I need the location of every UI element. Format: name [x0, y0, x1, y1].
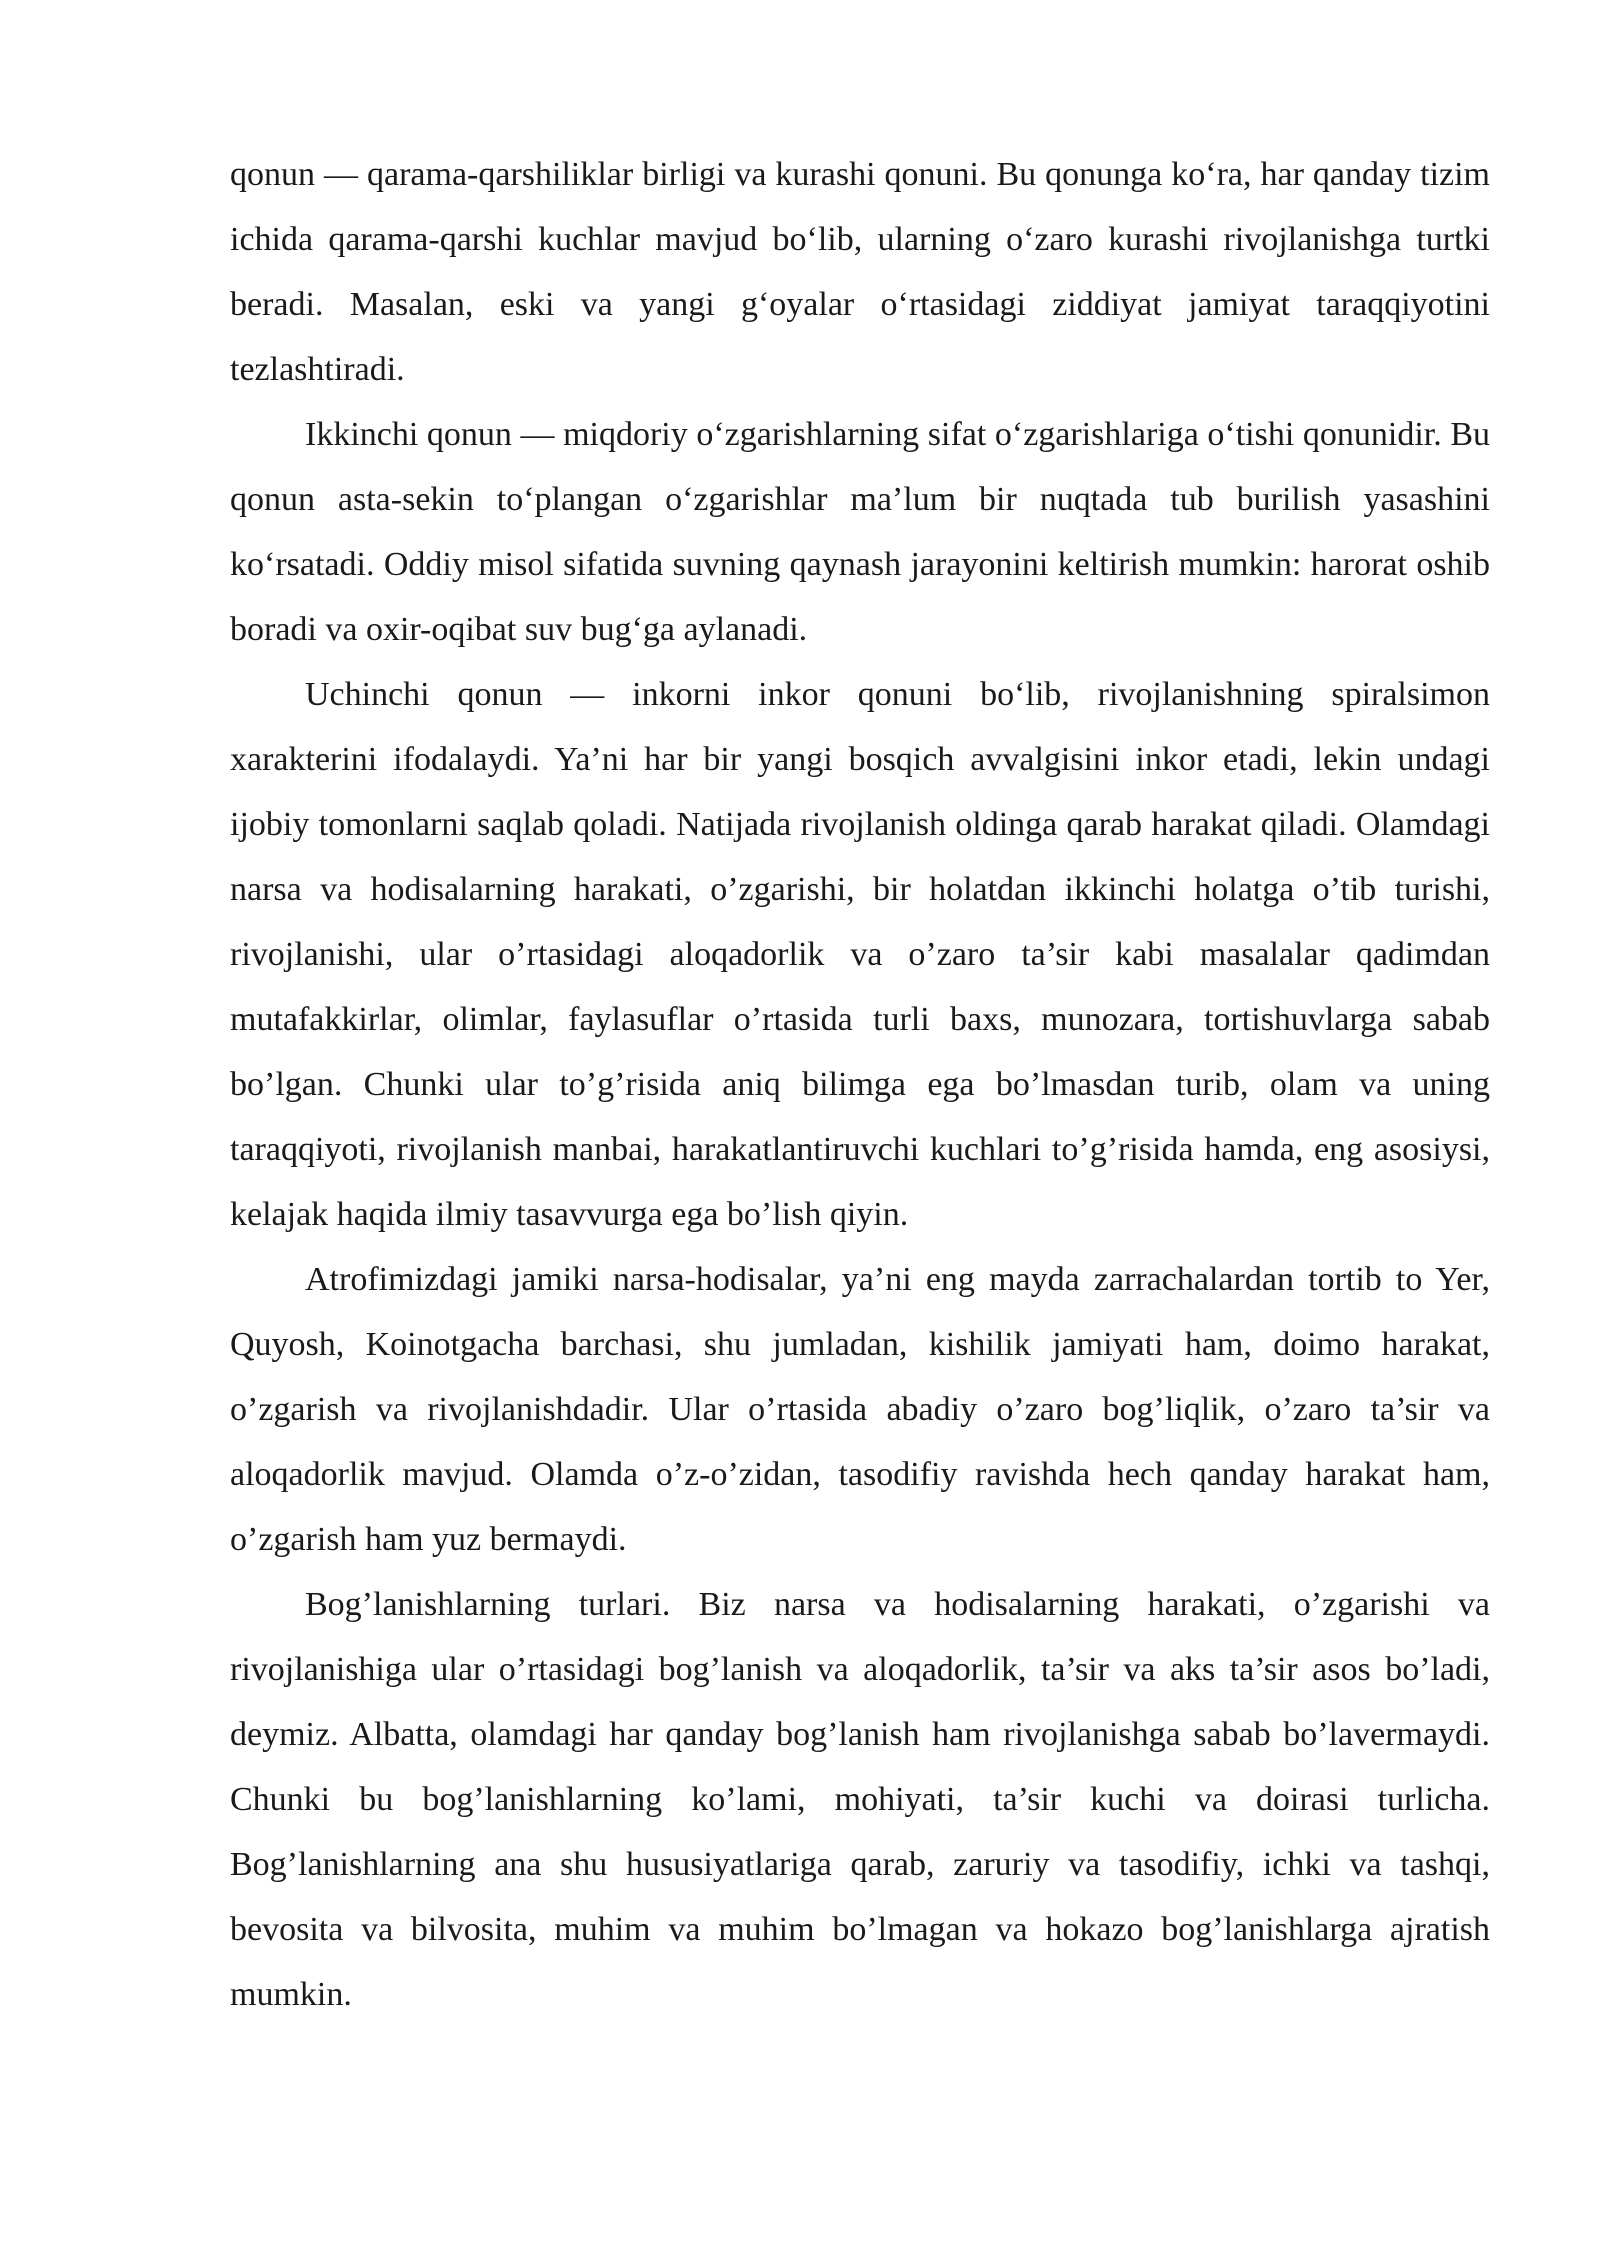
paragraph-second-law: Ikkinchi qonun — miqdoriy o‘zgarishlarning sifat o‘zgarishlariga o‘tishi qonunidir. Bu qonun asta-sekin to‘plangan o‘zgarishlar ma’lum bir nuqtada tub burilish yasashini ko‘rsatadi. Oddiy misol sifatida suvning qaynash jarayonini keltirish mumkin: harorat oshib boradi va oxir-oqibat suv bug‘ga aylanadi. — [230, 416, 1490, 648]
paragraph-continuation: qonun — qarama-qarshiliklar birligi va kurashi qonuni. Bu qonunga ko‘ra, har qanday tizim ichida qarama-qarshi kuchlar mavjud bo‘lib, ularning o‘zaro kurashi rivojlanishga turtki beradi. Masalan, eski va yangi g‘oyalar o‘rtasidagi ziddiyat jamiyat taraqqiyotini tezlashtiradi. — [230, 156, 1490, 388]
paragraph-surroundings: Atrofimizdagi jamiki narsa-hodisalar, ya’ni eng mayda zarrachalardan tortib to Yer, Quyosh, Koinotgacha barchasi, shu jumladan, kishilik jamiyati ham, doimo harakat, o’zgarish va rivojlanishdadir. Ular o’rtasida abadiy o’zaro bog’liqlik, o’zaro ta’sir va aloqadorlik mavjud. Olamda o’z-o’zidan, tasodifiy ravishda hech qanday harakat ham, o’zgarish ham yuz bermaydi. — [230, 1261, 1490, 1558]
paragraph-connection-types: Bog’lanishlarning turlari. Biz narsa va hodisalarning harakati, o’zgarishi va rivojlanishiga ular o’rtasidagi bog’lanish va aloqadorlik, ta’sir va aks ta’sir asos bo’ladi, deymiz. Albatta, olamdagi har qanday bog’lanish ham rivojlanishga sabab bo’lavermaydi. Chunki bu bog’lanishlarning ko’lami, mohiyati, ta’sir kuchi va doirasi turlicha. Bog’lanishlarning ana shu hususiyatlariga qarab, zaruriy va tasodifiy, ichki va tashqi, bevosita va bilvosita, muhim va muhim bo’lmagan va hokazo bog’lanishlarga ajratish mumkin. — [230, 1586, 1490, 2013]
paragraph-third-law: Uchinchi qonun — inkorni inkor qonuni bo‘lib, rivojlanishning spiralsimon xarakterini ifodalaydi. Ya’ni har bir yangi bosqich avvalgisini inkor etadi, lekin undagi ijobiy tomonlarni saqlab qoladi. Natijada rivojlanish oldinga qarab harakat qiladi. Olamdagi narsa va hodisalarning harakati, o’zgarishi, bir holatdan ikkinchi holatga o’tib turishi, rivojlanishi, ular o’rtasidagi aloqadorlik va o’zaro ta’sir kabi masalalar qadimdan mutafakkirlar, olimlar, faylasuflar o’rtasida turli baxs, munozara, tortishuvlarga sabab bo’lgan. Chunki ular to’g’risida aniq bilimga ega bo’lmasdan turib, olam va uning taraqqiyoti, rivojlanish manbai, harakatlantiruvchi kuchlari to’g’risida hamda, eng asosiysi, kelajak haqida ilmiy tasavvurga ega bo’lish qiyin. — [230, 676, 1490, 1233]
document-body — [230, 142, 1490, 2027]
